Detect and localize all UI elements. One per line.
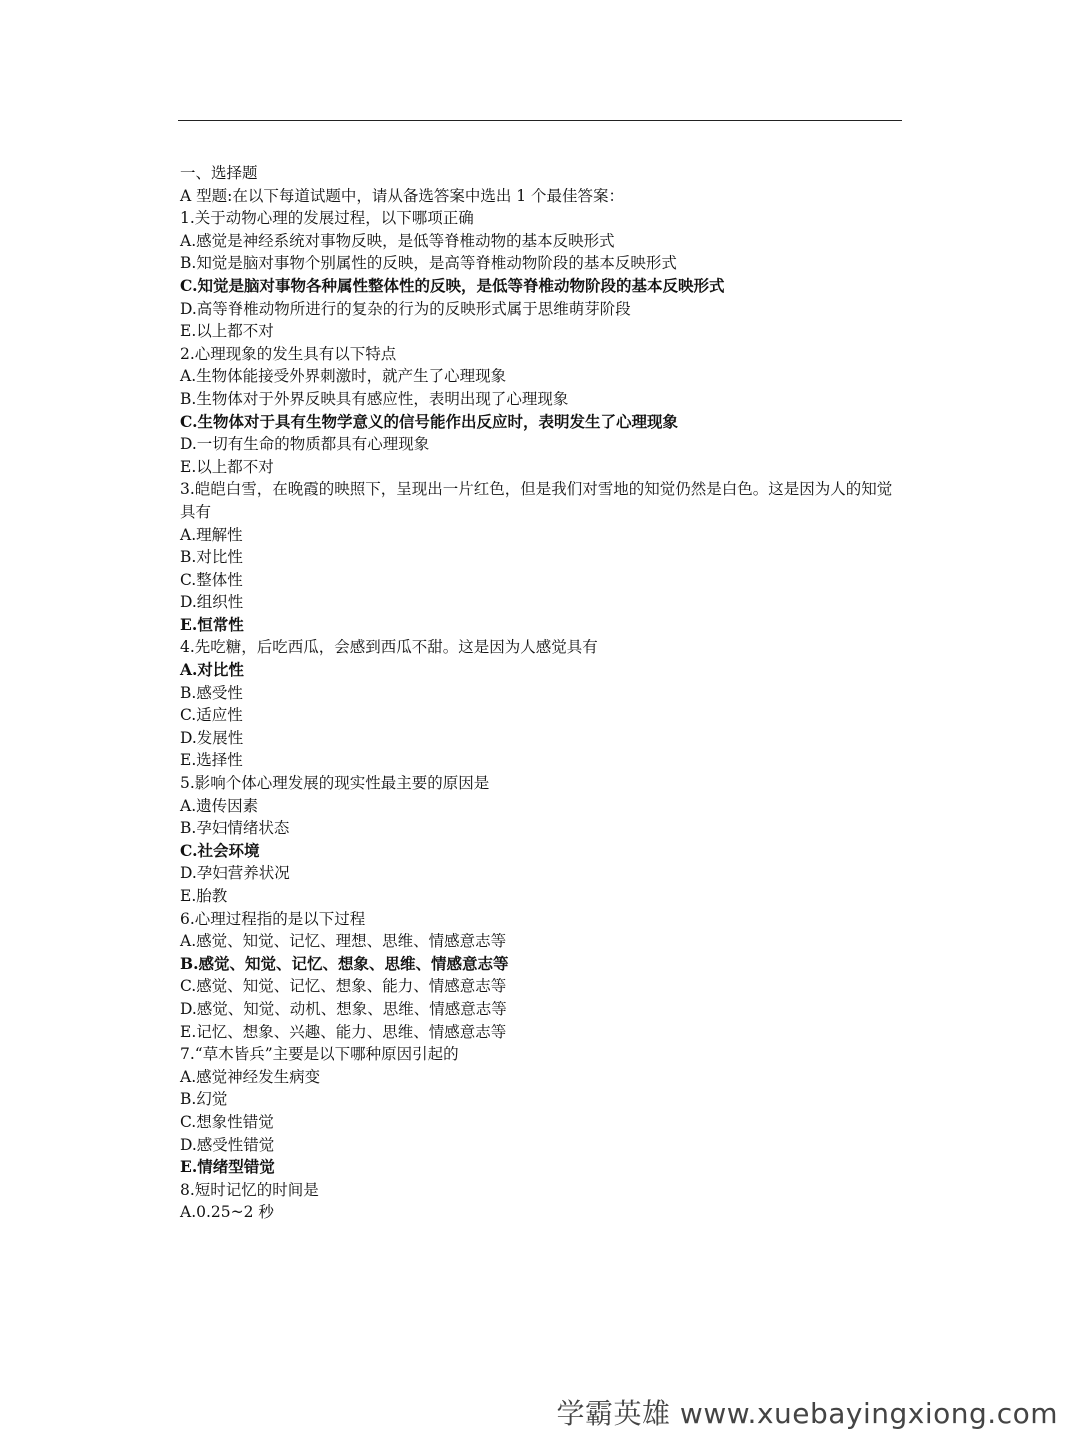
- question-stem: 2.心理现象的发生具有以下特点: [180, 344, 397, 363]
- answer-option: D.感受性错觉: [180, 1135, 275, 1154]
- answer-option: A.0.25~2 秒: [180, 1203, 274, 1222]
- answer-option: D.发展性: [180, 728, 244, 747]
- answer-option: A.遗传因素: [180, 796, 259, 815]
- answer-option: D.高等脊椎动物所进行的复杂的行为的反映形式属于思维萌芽阶段: [180, 299, 631, 318]
- instruction-text: A 型题:在以下每道试题中，请从备选答案中选出 1 个最佳答案：: [180, 186, 625, 205]
- question-stem: 4.先吃糖，后吃西瓜，会感到西瓜不甜。这是因为人感觉具有: [180, 638, 598, 657]
- answer-option: B.知觉是脑对事物个别属性的反映，是高等脊椎动物阶段的基本反映形式: [180, 254, 677, 273]
- answer-option: E.记忆、想象、兴趣、能力、思维、情感意志等: [180, 1022, 507, 1041]
- answer-option: C.整体性: [180, 570, 243, 589]
- answer-option: B.生物体对于外界反映具有感应性，表明出现了心理现象: [180, 389, 569, 408]
- answer-option: E.胎教: [180, 887, 228, 905]
- answer-option: A.感觉、知觉、记忆、理想、思维、情感意志等: [180, 932, 507, 951]
- answer-option: B.感受性: [180, 683, 243, 702]
- answer-option: D.感觉、知觉、动机、想象、思维、情感意志等: [180, 999, 507, 1018]
- answer-option: C.感觉、知觉、记忆、想象、能力、情感意志等: [180, 977, 507, 996]
- question-stem: 3.皑皑白雪，在晚霞的映照下，呈现出一片红色，但是我们对雪地的知觉仍然是白色。这是因为人的知觉具有: [180, 480, 893, 521]
- answer-option: A.感觉神经发生病变: [180, 1067, 321, 1086]
- correct-answer-option: C.生物体对于具有生物学意义的信号能作出反应时，表明发生了心理现象: [180, 411, 678, 431]
- answer-option: B.对比性: [180, 548, 243, 567]
- answer-option: E.以上都不对: [180, 457, 274, 476]
- site-watermark: 学霸英雄 www.xuebayingxiong.com: [556, 1397, 1058, 1430]
- question-stem: 5.影响个体心理发展的现实性最主要的原因是: [180, 774, 490, 793]
- answer-option: B.幻觉: [180, 1090, 228, 1109]
- question-list: [180, 207, 904, 1224]
- question-stem: 1.关于动物心理的发展过程，以下哪项正确: [180, 209, 474, 228]
- answer-option: A.理解性: [180, 525, 243, 544]
- correct-answer-option: E.情绪型错觉: [180, 1157, 275, 1177]
- correct-answer-option: C.知觉是脑对事物各种属性整体性的反映，是低等脊椎动物阶段的基本反映形式: [180, 275, 725, 295]
- correct-answer-option: B.感觉、知觉、记忆、想象、思维、情感意志等: [180, 953, 509, 973]
- answer-option: A.感觉是神经系统对事物反映，是低等脊椎动物的基本反映形式: [180, 231, 615, 250]
- answer-option: D.一切有生命的物质都具有心理现象: [180, 435, 430, 454]
- question-stem: 7.“草木皆兵”主要是以下哪种原因引起的: [180, 1045, 459, 1064]
- answer-option: E.选择性: [180, 751, 243, 770]
- correct-answer-option: E.恒常性: [180, 614, 244, 634]
- correct-answer-option: A.对比性: [180, 660, 244, 680]
- answer-option: C.想象性错觉: [180, 1112, 274, 1131]
- answer-option: C.适应性: [180, 706, 243, 725]
- answer-option: D.组织性: [180, 593, 244, 612]
- question-stem: 6.心理过程指的是以下过程: [180, 909, 366, 928]
- answer-option: D.孕妇营养状况: [180, 864, 290, 883]
- answer-option: E.以上都不对: [180, 322, 274, 341]
- question-stem: 8.短时记忆的时间是: [180, 1180, 319, 1199]
- section-title: 一、选择题: [180, 164, 258, 182]
- header-rule: [178, 120, 902, 121]
- answer-option: A.生物体能接受外界刺激时，就产生了心理现象: [180, 367, 507, 386]
- answer-option: B.孕妇情绪状态: [180, 819, 290, 838]
- document-body: [180, 162, 904, 1224]
- correct-answer-option: C.社会环境: [180, 840, 260, 860]
